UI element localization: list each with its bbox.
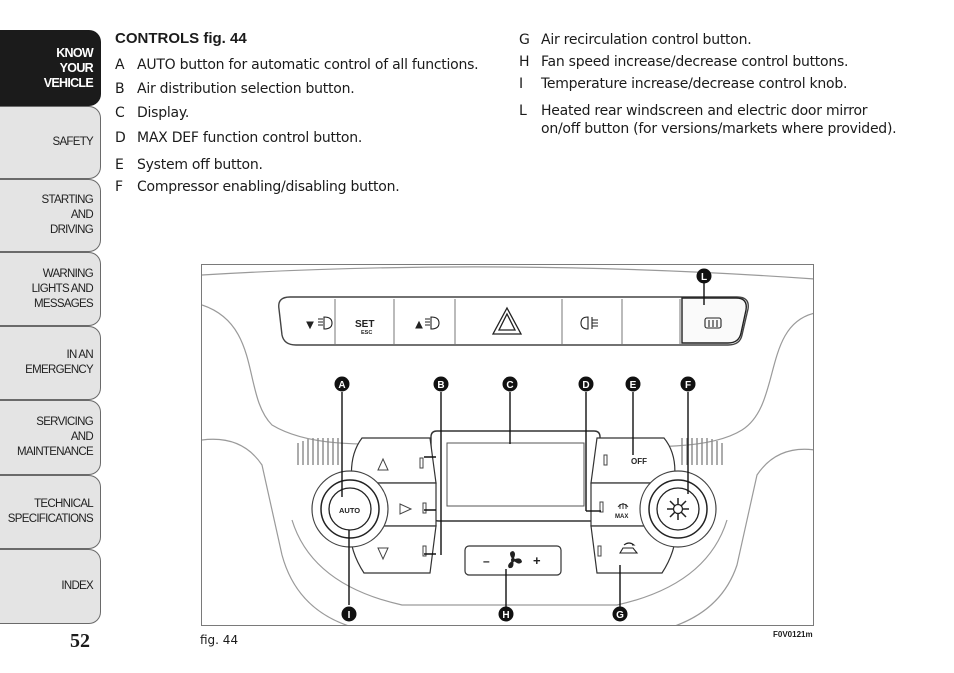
- svg-text:F: F: [684, 380, 692, 391]
- climate-control-figure: [201, 264, 814, 626]
- item-text: Air recirculation control button.: [541, 32, 752, 48]
- item-text: Air distribution selection button.: [137, 81, 355, 97]
- item-text: Temperature increase/decrease control knob.: [541, 76, 848, 92]
- item-letter: G: [519, 32, 530, 48]
- item-letter: I: [519, 76, 523, 92]
- list-item: [115, 104, 505, 122]
- list-item: [115, 56, 505, 74]
- callout-a: [335, 377, 350, 392]
- callout-i: [342, 607, 357, 622]
- item-text: Compressor enabling/disabling button.: [137, 179, 400, 195]
- svg-text:B: B: [437, 380, 445, 391]
- tab-know-your-vehicle[interactable]: KNOW YOUR VEHICLE: [0, 30, 101, 106]
- tab-starting-and-driving[interactable]: STARTING AND DRIVING: [0, 179, 101, 252]
- tab-index[interactable]: INDEX: [0, 549, 101, 624]
- item-letter: B: [115, 81, 125, 97]
- svg-text:E: E: [629, 380, 637, 391]
- item-text: Fan speed increase/decrease control buttons.: [541, 54, 849, 70]
- auto-label: AUTO: [339, 506, 361, 515]
- callout-c: [503, 377, 518, 392]
- list-item: [519, 31, 919, 49]
- callout-d: [579, 377, 594, 392]
- callout-g: [613, 607, 628, 622]
- item-letter: L: [519, 103, 527, 119]
- figure-caption: fig. 44: [200, 633, 239, 647]
- set-label: SET: [355, 319, 375, 330]
- item-letter: C: [115, 105, 125, 121]
- tab-in-an-emergency[interactable]: IN AN EMERGENCY: [0, 326, 101, 400]
- svg-text:H: H: [502, 610, 510, 621]
- figure-code: F0V0121m: [773, 630, 813, 639]
- svg-text:D: D: [582, 380, 590, 391]
- fan-plus-label: +: [533, 553, 541, 568]
- item-letter: D: [115, 130, 126, 146]
- item-text: System off button.: [137, 157, 263, 173]
- svg-text:A: A: [338, 380, 346, 391]
- item-text: Heated rear windscreen and electric door mirror on/off button (for versions/markets where provided).: [541, 103, 897, 137]
- item-letter: A: [115, 57, 125, 73]
- fan-speed-bar: [465, 546, 561, 575]
- item-text: MAX DEF function control button.: [137, 130, 363, 146]
- svg-text:G: G: [616, 610, 624, 621]
- esc-label: ESC: [361, 330, 373, 336]
- item-letter: E: [115, 157, 124, 173]
- fan-minus-label: –: [483, 554, 490, 568]
- item-letter: F: [115, 179, 123, 195]
- list-item: [115, 178, 505, 196]
- climate-panel-drawing: [202, 265, 814, 626]
- max-label: MAX: [615, 514, 629, 520]
- section-heading: CONTROLS fig. 44: [115, 30, 247, 47]
- off-label: OFF: [631, 457, 647, 466]
- tab-warning-lights-and-messages[interactable]: WARNING LIGHTS AND MESSAGES: [0, 252, 101, 326]
- item-text: AUTO button for automatic control of all functions.: [137, 57, 479, 73]
- item-text: Display.: [137, 105, 190, 121]
- callout-f: [681, 377, 696, 392]
- climate-display: [431, 431, 600, 521]
- list-item: [519, 75, 919, 93]
- list-item: [115, 80, 505, 98]
- compressor-knob: [640, 471, 716, 547]
- svg-text:L: L: [700, 272, 708, 283]
- svg-text:I: I: [347, 610, 351, 621]
- item-letter: H: [519, 54, 530, 70]
- list-item: [115, 129, 505, 147]
- svg-text:C: C: [506, 380, 514, 391]
- tab-servicing-and-maintenance[interactable]: SERVICING AND MAINTENANCE: [0, 400, 101, 475]
- page-number: 52: [70, 630, 90, 652]
- list-item: [115, 156, 505, 174]
- callout-h: [499, 607, 514, 622]
- tab-safety[interactable]: SAFETY: [0, 106, 101, 179]
- list-item: [519, 102, 909, 138]
- callout-b: [434, 377, 449, 392]
- callout-e: [626, 377, 641, 392]
- callout-l: [697, 269, 712, 284]
- list-item: [519, 53, 919, 71]
- tab-technical-specifications[interactable]: TECHNICAL SPECIFICATIONS: [0, 475, 101, 549]
